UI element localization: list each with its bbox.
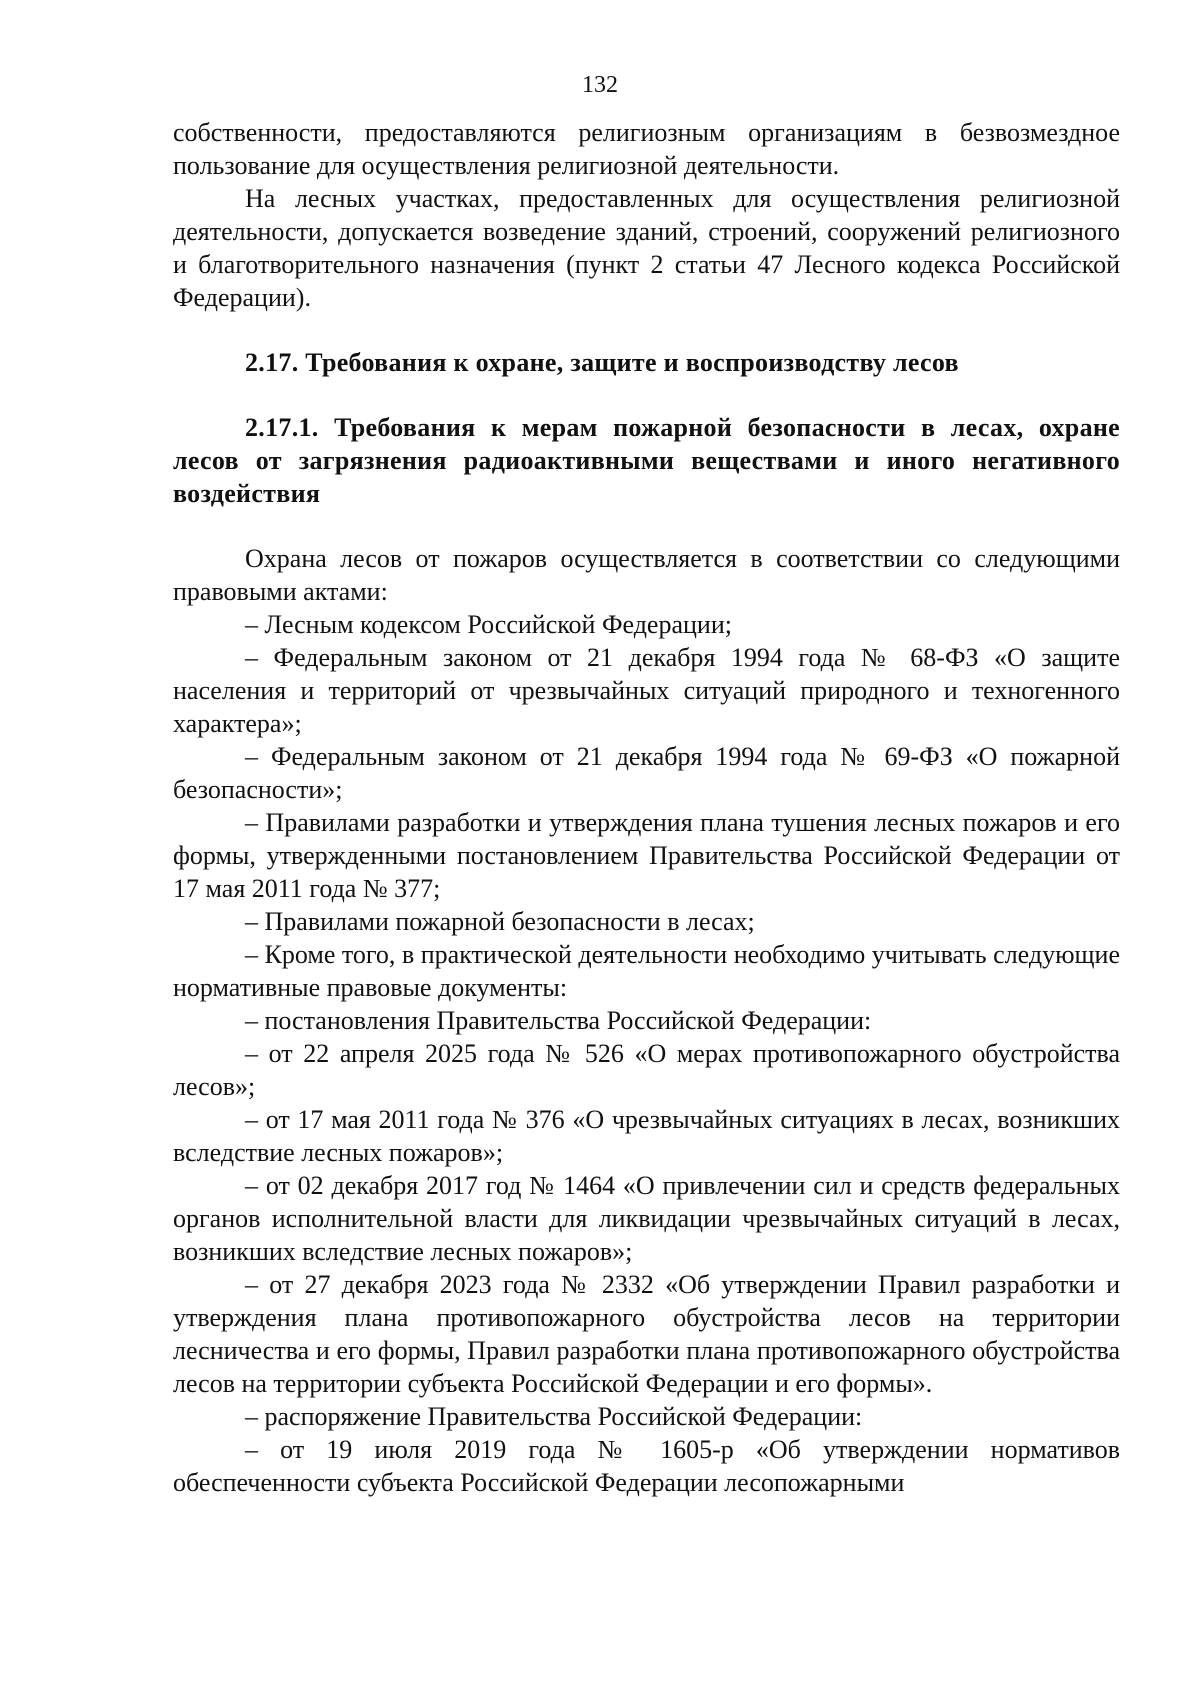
paragraph-religious-buildings: На лесных участках, предоставленных для осуществления религиозной деятельности, допускается возведение зданий, строений, сооружений религиозного и благотворительного назначения (пункт 2 статьи 47 Лесного кодекса Российской Федерации). [173,184,1120,312]
list-item: – Лесным кодексом Российской Федерации; [245,610,732,639]
list-item: – от 17 мая 2011 года № 376 «О чрезвычайных ситуациях в лесах, возникших вследствие лесных пожаров»; [173,1105,1120,1167]
section-heading-2-17: 2.17. Требования к охране, защите и воспроизводству лесов [245,348,959,377]
list-item: – Кроме того, в практической деятельности необходимо учитывать следующие нормативные правовые документы: [173,940,1120,1002]
list-item: – Правилами пожарной безопасности в лесах; [245,907,755,936]
list-item: – от 02 декабря 2017 год № 1464 «О привлечении сил и средств федеральных органов исполнительной власти для ликвидации чрезвычайных ситуаций в лесах, возникших вследствие лесных пожаров»; [173,1171,1120,1266]
fire-safety-list [173,542,1120,1499]
list-item: – постановления Правительства Российской Федерации: [245,1006,872,1035]
paragraph-intro: Охрана лесов от пожаров осуществляется в соответствии со следующими правовыми актами: [173,544,1120,606]
subsection-heading-2-17-1: 2.17.1. Требования к мерам пожарной безопасности в лесах, охране лесов от загрязнения радиоактивными веществами и иного негативного воздействия [173,413,1120,508]
list-item: – распоряжение Правительства Российской Федерации: [245,1402,863,1431]
document-body [173,116,1120,1499]
list-item: – Правилами разработки и утверждения плана тушения лесных пожаров и его формы, утвержденными постановлением Правительства Российской Федерации от 17 мая 2011 года № 377; [173,808,1120,903]
list-item: – Федеральным законом от 21 декабря 1994 года № 69-ФЗ «О пожарной безопасности»; [173,742,1120,804]
list-item: – от 27 декабря 2023 года № 2332 «Об утверждении Правил разработки и утверждения плана противопожарного обустройства лесов на территории лесничества и его формы, Правил разработки плана противопожарного обустройства лесов на территории субъекта Российской Федерации и его формы». [173,1270,1120,1398]
page-number: 132 [582,72,618,98]
list-item: – от 19 июля 2019 года № 1605-р «Об утверждении нормативов обеспеченности субъекта Российской Федерации лесопожарными [173,1435,1120,1497]
list-item: – Федеральным законом от 21 декабря 1994 года № 68-ФЗ «О защите населения и территорий от чрезвычайных ситуаций природного и техногенного характера»; [173,643,1120,738]
paragraph-continuation: собственности, предоставляются религиозным организациям в безвозмездное пользование для осуществления религиозной деятельности. [173,118,1120,180]
list-item: – от 22 апреля 2025 года № 526 «О мерах противопожарного обустройства лесов»; [173,1039,1120,1101]
